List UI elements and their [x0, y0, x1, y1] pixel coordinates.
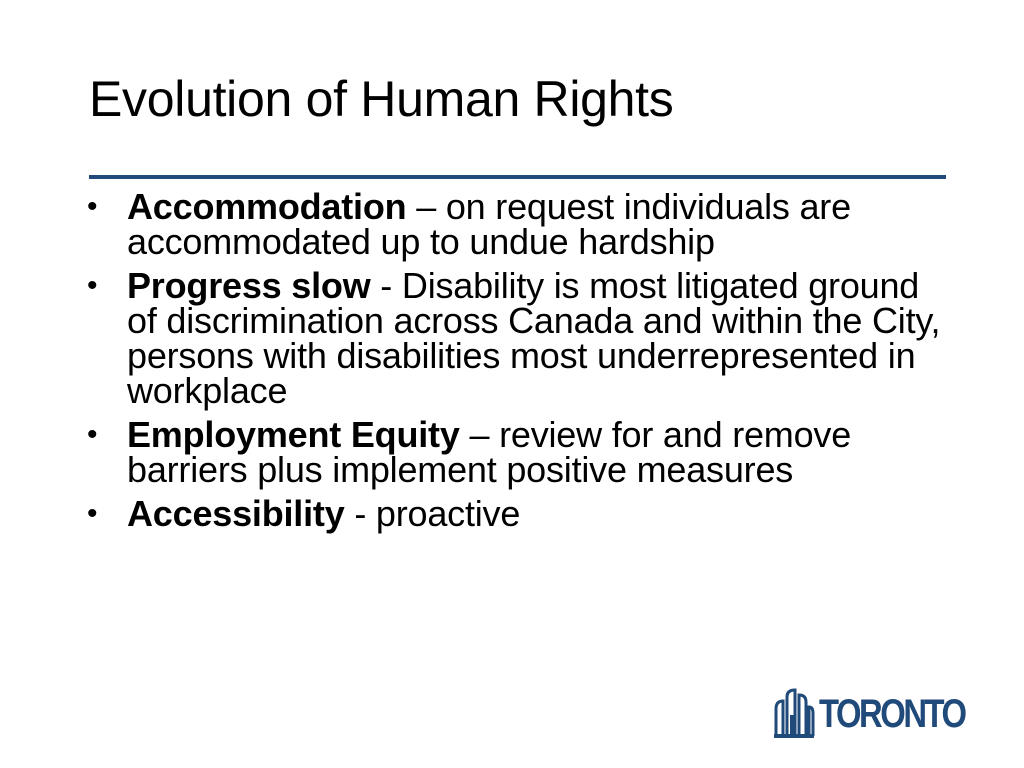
bullet-list	[85, 186, 955, 540]
city-hall-icon	[773, 687, 815, 739]
list-item	[85, 493, 955, 534]
bullet-text: – review for and remove barriers plus implement positive measures	[127, 414, 852, 490]
list-item	[85, 186, 955, 262]
bullet-marker: •	[87, 190, 98, 223]
bullet-marker: •	[87, 269, 98, 302]
slide-title: Evolution of Human Rights	[89, 71, 674, 127]
bullet-marker: •	[87, 418, 98, 451]
logo-wordmark: TORONTO	[819, 692, 965, 736]
bullet-term: Accessibility	[127, 493, 345, 534]
title-underline	[89, 175, 946, 179]
bullet-marker: •	[87, 497, 98, 530]
bullet-text: – on request individuals are accommodated up to undue hardship	[127, 186, 851, 262]
bullet-term: Progress slow	[127, 265, 371, 306]
list-item	[85, 265, 955, 411]
list-item	[85, 414, 955, 490]
bullet-text: - proactive	[344, 493, 521, 534]
toronto-logo	[773, 687, 965, 739]
bullet-text: - Disability is most litigated ground of discrimination across Canada and within the City, persons with disabilities most underrepresented in workplace	[127, 265, 941, 411]
bullet-term: Employment Equity	[127, 414, 460, 455]
bullet-term: Accommodation	[127, 186, 407, 227]
